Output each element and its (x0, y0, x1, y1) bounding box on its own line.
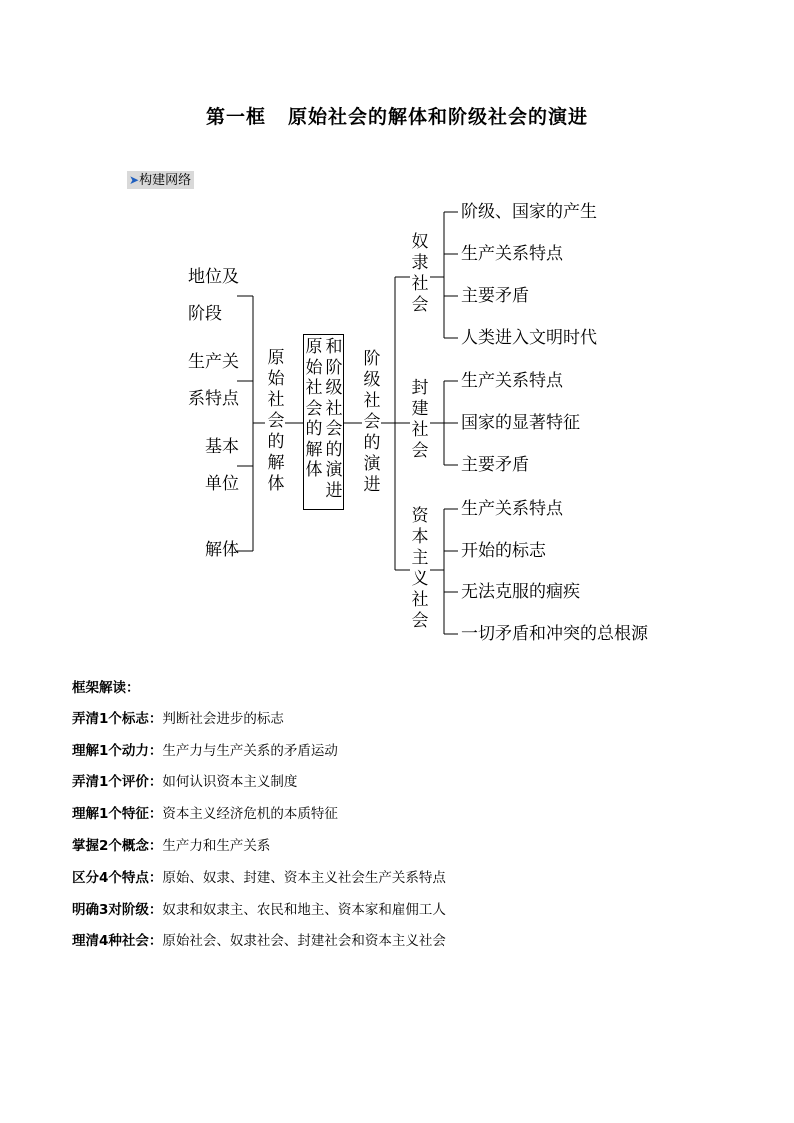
note-line (72, 739, 338, 759)
note-text: 原始、奴隶、封建、资本主义社会生产关系特点 (162, 870, 446, 886)
note-label: 明确3对阶级： (72, 902, 163, 918)
left-node-unit-line1: 基本 (205, 437, 239, 457)
center-topic-box (303, 334, 344, 510)
note-line (72, 834, 270, 854)
note-text: 如何认识资本主义制度 (162, 774, 298, 790)
capitalist-item-4: 一切矛盾和冲突的总根源 (461, 624, 648, 644)
slave-item-2: 生产关系特点 (461, 244, 563, 264)
note-text: 资本主义经济危机的本质特征 (162, 806, 338, 822)
note-label: 理清4种社会： (72, 933, 163, 949)
feudal-society-label: 封 建 社 会 (411, 378, 429, 461)
slave-item-3: 主要矛盾 (461, 286, 529, 306)
capitalist-item-3: 无法克服的痼疾 (461, 582, 580, 602)
note-text: 奴隶和奴隶主、农民和地主、资本家和雇佣工人 (162, 902, 446, 918)
note-text: 生产力和生产关系 (162, 838, 271, 854)
note-line (72, 929, 446, 949)
note-line (72, 802, 338, 822)
feudal-item-2: 国家的显著特征 (461, 413, 580, 433)
feudal-item-3: 主要矛盾 (461, 455, 529, 475)
note-text: 原始社会、奴隶社会、封建社会和资本主义社会 (162, 933, 446, 949)
branch-class-evolution: 阶 级 社 会 的 演 进 (363, 349, 381, 495)
note-text: 判断社会进步的标志 (162, 711, 284, 727)
notes-heading: 框架解读： (72, 680, 140, 696)
slave-society-label: 奴 隶 社 会 (411, 232, 429, 315)
capitalist-item-2: 开始的标志 (461, 541, 546, 561)
capitalist-society-label: 资 本 主 义 社 会 (411, 506, 429, 631)
note-line (72, 898, 446, 918)
center-col-2: 和 阶 级 社 会 的 演 进 (325, 337, 343, 501)
title-part1: 第一框 (205, 106, 266, 128)
arrow-icon: ➤ (129, 173, 140, 187)
branch-primitive-dissolution: 原 始 社 会 的 解 体 (267, 348, 285, 494)
note-label: 弄清1个标志： (72, 711, 163, 727)
note-label: 理解1个特征： (72, 806, 163, 822)
note-line (72, 866, 446, 886)
left-node-dissolution: 解体 (205, 540, 239, 560)
note-label: 弄清1个评价： (72, 774, 163, 790)
note-label: 掌握2个概念： (72, 838, 163, 854)
slave-item-1: 阶级、国家的产生 (461, 202, 597, 222)
center-col-1: 原 始 社 会 的 解 体 (305, 337, 323, 480)
note-text: 生产力与生产关系的矛盾运动 (162, 743, 338, 759)
note-label: 理解1个动力： (72, 743, 163, 759)
left-node-relations-line1: 生产关 (188, 352, 239, 372)
section-tag-label: 构建网络 (139, 173, 192, 188)
title-part2: 原始社会的解体和阶级社会的演进 (288, 106, 589, 128)
left-node-status-line2: 阶段 (188, 304, 222, 324)
slave-item-4: 人类进入文明时代 (461, 328, 597, 348)
note-line (72, 770, 297, 790)
note-line (72, 707, 284, 727)
left-node-status-line1: 地位及 (188, 267, 239, 287)
feudal-item-1: 生产关系特点 (461, 371, 563, 391)
note-label: 区分4个特点： (72, 870, 163, 886)
left-node-unit-line2: 单位 (205, 474, 239, 494)
capitalist-item-1: 生产关系特点 (461, 499, 563, 519)
left-node-relations-line2: 系特点 (188, 389, 239, 409)
